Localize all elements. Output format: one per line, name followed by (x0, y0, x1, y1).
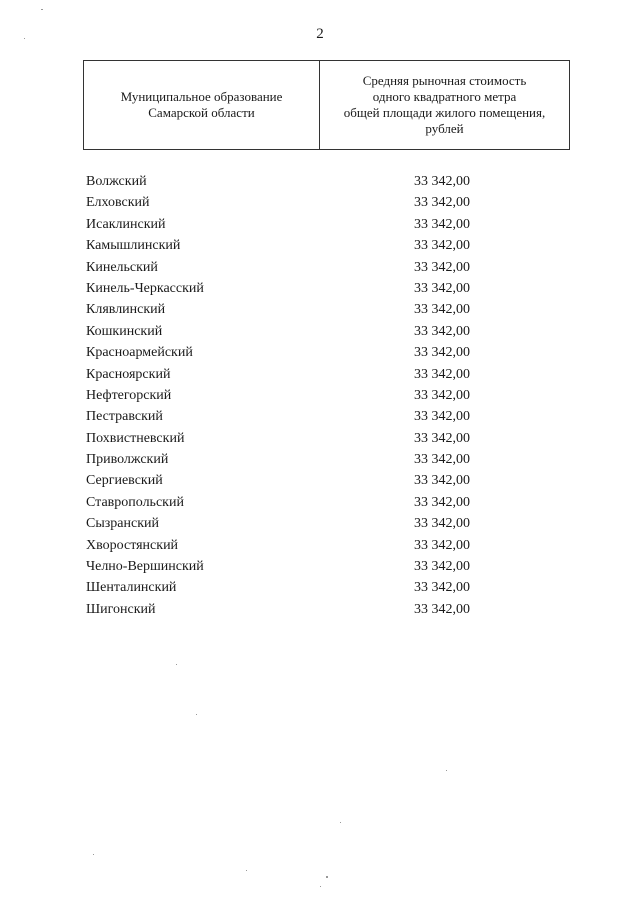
price-value: 33 342,00 (414, 259, 470, 275)
price-value: 33 342,00 (414, 430, 470, 446)
price-value: 33 342,00 (414, 345, 470, 361)
municipality-name: Исаклинский (86, 216, 166, 232)
table-row (86, 192, 486, 213)
price-value: 33 342,00 (414, 216, 470, 232)
table-row (86, 235, 486, 256)
table-row (86, 171, 486, 192)
header-municipality-label: Муниципальное образование Самарской области (120, 89, 283, 120)
municipality-name: Шигонский (86, 601, 156, 617)
header-cell-price (320, 61, 569, 149)
scan-speck (93, 854, 94, 855)
table-row (86, 406, 486, 427)
municipality-name: Красноармейский (86, 345, 193, 361)
scan-speck (41, 9, 43, 10)
table-header (83, 60, 570, 150)
table-row (86, 513, 486, 534)
price-value: 33 342,00 (414, 559, 470, 575)
scan-speck (196, 714, 197, 715)
table-body (86, 171, 486, 620)
municipality-name: Клявлинский (86, 302, 166, 318)
table-row (86, 428, 486, 449)
scan-speck (340, 822, 341, 823)
municipality-name: Похвистневский (86, 430, 185, 446)
header-cell-municipality (84, 61, 320, 149)
scan-speck (24, 38, 25, 39)
price-value: 33 342,00 (414, 494, 470, 510)
municipality-name: Сергиевский (86, 473, 163, 489)
scan-speck (320, 886, 321, 887)
price-value: 33 342,00 (414, 387, 470, 403)
table-row (86, 342, 486, 363)
scan-speck (326, 876, 328, 878)
municipality-name: Ставропольский (86, 494, 184, 510)
page-number: 2 (316, 26, 324, 42)
table-row (86, 257, 486, 278)
table-row (86, 278, 486, 299)
municipality-name: Кинель-Черкасский (86, 280, 204, 296)
price-value: 33 342,00 (414, 473, 470, 489)
price-value: 33 342,00 (414, 174, 470, 189)
price-value: 33 342,00 (414, 452, 470, 468)
municipality-name: Кинельский (86, 259, 158, 275)
scan-speck (246, 870, 247, 871)
table-row (86, 364, 486, 385)
price-value: 33 342,00 (414, 323, 470, 339)
table-row (86, 535, 486, 556)
scan-speck (446, 770, 447, 771)
table-row (86, 449, 486, 470)
price-value: 33 342,00 (414, 516, 470, 532)
municipality-name: Кошкинский (86, 323, 163, 339)
municipality-name: Елховский (86, 195, 150, 211)
price-value: 33 342,00 (414, 537, 470, 553)
price-value: 33 342,00 (414, 601, 470, 617)
table-row (86, 556, 486, 577)
table-row (86, 599, 486, 620)
price-value: 33 342,00 (414, 302, 470, 318)
municipality-name: Нефтегорский (86, 387, 172, 403)
scan-speck (176, 664, 177, 665)
municipality-name: Челно-Вершинский (86, 559, 204, 575)
municipality-name: Сызранский (86, 516, 159, 532)
table-row (86, 492, 486, 513)
price-value: 33 342,00 (414, 280, 470, 296)
price-value: 33 342,00 (414, 580, 470, 596)
price-value: 33 342,00 (414, 366, 470, 382)
table-row (86, 385, 486, 406)
municipality-name: Красноярский (86, 366, 171, 382)
price-value: 33 342,00 (414, 238, 470, 254)
table-row (86, 470, 486, 491)
table-row (86, 577, 486, 598)
table-row (86, 299, 486, 320)
municipality-name: Шенталинский (86, 580, 177, 596)
municipality-name: Пестравский (86, 409, 163, 425)
municipality-name: Камышлинский (86, 238, 181, 254)
municipality-name: Хворостянский (86, 537, 179, 553)
table-row (86, 321, 486, 342)
municipality-name: Приволжский (86, 452, 169, 468)
table-row (86, 214, 486, 235)
header-price-label: Средняя рыночная стоимость одного квадратного метра общей площади жилого помещения, рублей (343, 73, 546, 136)
price-value: 33 342,00 (414, 409, 470, 425)
municipality-name: Волжский (86, 174, 147, 189)
price-value: 33 342,00 (414, 195, 470, 211)
